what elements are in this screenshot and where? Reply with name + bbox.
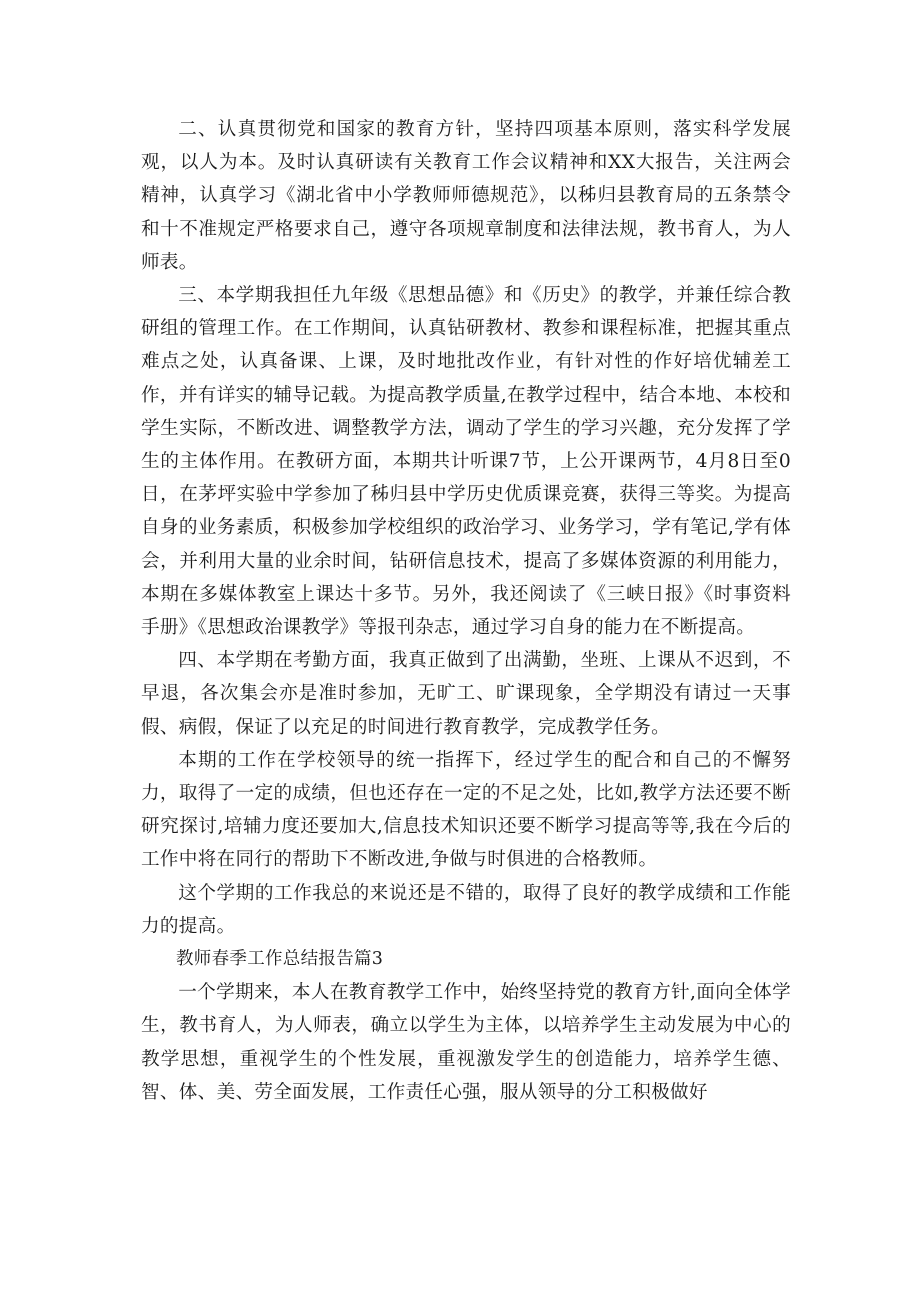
paragraph-conclusion: 这个学期的工作我总的来说还是不错的，取得了良好的教学成绩和工作能力的提高。 (141, 882, 791, 937)
paragraph-attendance: 四、本学期在考勤方面，我真正做到了出满勤，坐班、上课从不迟到，不早退，各次集会亦是准时参加，无旷工、旷课现象，全学期没有请过一天事假、病假，保证了以充足的时间进行教育教学，完成教学任务。 (141, 650, 791, 738)
paragraph-principles: 二、认真贯彻党和国家的教育方针，坚持四项基本原则，落实科学发展观，以人为本。及时认真研读有关教育工作会议精神和XX大报告，关注两会精神，认真学习《湖北省中小学教师师德规范》，以秭归县教育局的五条禁令和十不准规定严格要求自己，遵守各项规章制度和法律法规，教书育人，为人师表。 (141, 119, 791, 273)
section-heading: 教师春季工作总结报告篇3 (176, 949, 384, 970)
paragraph-summary: 本期的工作在学校领导的统一指挥下，经过学生的配合和自己的不懈努力，取得了一定的成绩，但也还存在一定的不足之处，比如,教学方法还要不断研究探讨,培辅力度还要加大,信息技术知识还要不断学习提高等等,我在今后的工作中将在同行的帮助下不断改进,争做与时俱进的合格教师。 (141, 749, 791, 871)
paragraph-teaching: 三、本学期我担任九年级《思想品德》和《历史》的教学，并兼任综合教研组的管理工作。在工作期间，认真钻研教材、教参和课程标准，把握其重点难点之处，认真备课、上课，及时地批改作业，有针对性的作好培优辅差工作，并有详实的辅导记载。为提高教学质量,在教学过程中，结合本地、本校和学生实际，不断改进、调整教学方法，调动了学生的学习兴趣，充分发挥了学生的主体作用。在教研方面，本期共计听课7节，上公开课两节，4月8日至0日，在茅坪实验中学参加了秭归县中学历史优质课竞赛，获得三等奖。为提高自身的业务素质，积极参加学校组织的政治学习、业务学习，学有笔记,学有体会，并利用大量的业余时间，钻研信息技术，提高了多媒体资源的利用能力，本期在多媒体教室上课达十多节。另外，我还阅读了《三峡日报》《时事资料手册》《思想政治课教学》等报刊杂志，通过学习自身的能力在不断提高。 (141, 285, 791, 639)
document-body (141, 113, 791, 1109)
paragraph-semester: 一个学期来，本人在教育教学工作中，始终坚持党的教育方针,面向全体学生，教书育人，为人师表，确立以学生为主体，以培养学生主动发展为中心的教学思想，重视学生的个性发展，重视激发学生的创造能力，培养学生德、智、体、美、劳全面发展，工作责任心强，服从领导的分工积极做好 (141, 982, 791, 1103)
